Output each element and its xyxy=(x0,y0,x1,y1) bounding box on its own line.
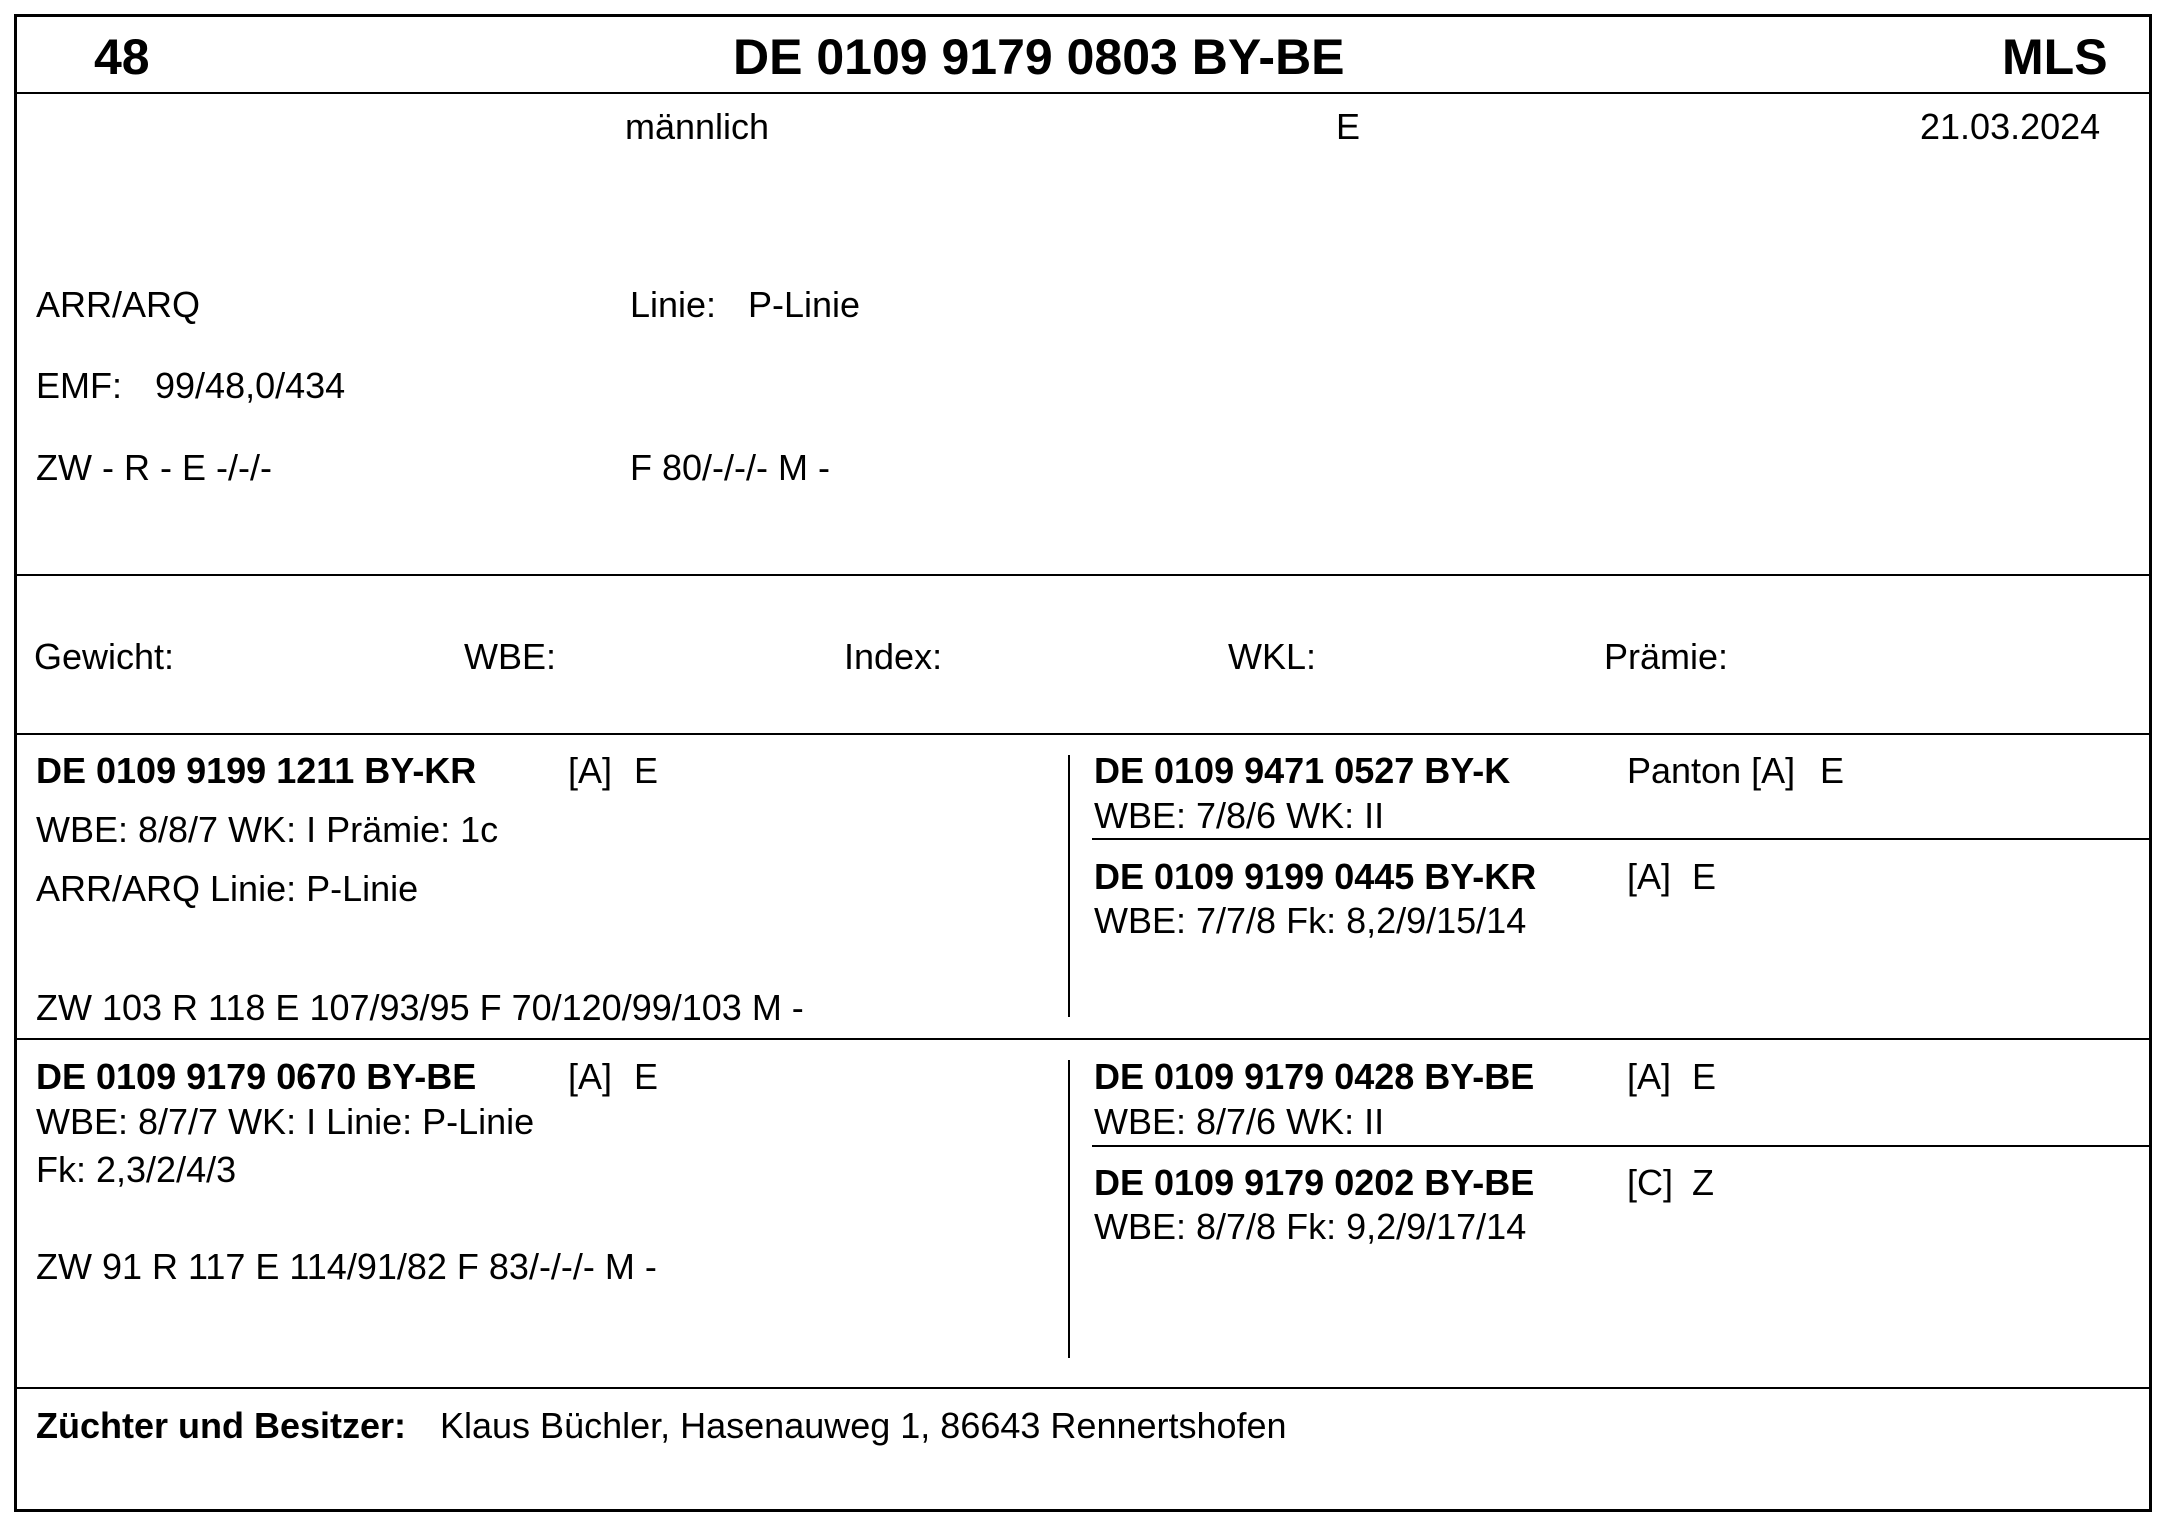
father-breeding-values: ZW 103 R 118 E 107/93/95 F 70/120/99/103 M - xyxy=(36,987,804,1028)
wkl-label: WKL: xyxy=(1228,636,1317,677)
paternal-grandfather-tag: Panton [A] xyxy=(1627,750,1796,791)
emf-value: 99/48,0/434 xyxy=(155,365,346,406)
header-divider xyxy=(14,92,2152,94)
mother-grandparents-divider xyxy=(1092,1145,2152,1147)
info-divider xyxy=(14,574,2152,576)
father-tag: [A] xyxy=(568,750,613,791)
linie-value: P-Linie xyxy=(748,284,861,325)
paternal-grandmother-tag: [A] xyxy=(1627,856,1672,897)
emf-label: EMF: xyxy=(36,365,122,406)
praemie-label: Prämie: xyxy=(1604,636,1729,677)
mother-fk: Fk: 2,3/2/4/3 xyxy=(36,1149,237,1190)
linie-label: Linie: xyxy=(630,284,717,325)
father-id: DE 0109 9199 1211 BY-KR xyxy=(36,750,477,791)
paternal-grandmother-class: E xyxy=(1692,856,1717,897)
arr-status: ARR/ARQ xyxy=(36,284,201,325)
father-column-separator xyxy=(1068,755,1070,1017)
animal-id: DE 0109 9179 0803 BY-BE xyxy=(733,29,1345,85)
wbe-label: WBE: xyxy=(464,636,557,677)
breeder-value: Klaus Büchler, Hasenauweg 1, 86643 Rennertshofen xyxy=(440,1405,1287,1446)
paternal-grandfather-id: DE 0109 9471 0527 BY-K xyxy=(1094,750,1511,791)
class: E xyxy=(1336,106,1361,147)
paternal-grandmother-wbe: WBE: 7/7/8 Fk: 8,2/9/15/14 xyxy=(1094,900,1527,941)
paternal-grandmother-id: DE 0109 9199 0445 BY-KR xyxy=(1094,856,1537,897)
breeder-label: Züchter und Besitzer: xyxy=(36,1405,407,1446)
paternal-grandfather-class: E xyxy=(1820,750,1845,791)
mother-column-separator xyxy=(1068,1060,1070,1358)
maternal-grandfather-id: DE 0109 9179 0428 BY-BE xyxy=(1094,1056,1535,1097)
paternal-grandfather-wbe: WBE: 7/8/6 WK: II xyxy=(1094,795,1385,836)
f-line: F 80/-/-/- M - xyxy=(630,447,830,488)
maternal-grandfather-wbe: WBE: 8/7/6 WK: II xyxy=(1094,1101,1385,1142)
father-grandparents-divider xyxy=(1092,838,2152,840)
mother-id: DE 0109 9179 0670 BY-BE xyxy=(36,1056,477,1097)
breed-code: MLS xyxy=(2002,29,2108,85)
mother-class: E xyxy=(634,1056,659,1097)
maternal-grandmother-class: Z xyxy=(1692,1162,1714,1203)
father-class: E xyxy=(634,750,659,791)
maternal-grandfather-tag: [A] xyxy=(1627,1056,1672,1097)
gewicht-label: Gewicht: xyxy=(34,636,175,677)
fields-divider xyxy=(14,733,2152,735)
mother-breeding-values: ZW 91 R 117 E 114/91/82 F 83/-/-/- M - xyxy=(36,1246,657,1287)
father-wbe: WBE: 8/8/7 WK: I Prämie: 1c xyxy=(36,809,499,850)
maternal-grandmother-id: DE 0109 9179 0202 BY-BE xyxy=(1094,1162,1535,1203)
mother-wbe: WBE: 8/7/7 WK: I Linie: P-Linie xyxy=(36,1101,535,1142)
index-label: Index: xyxy=(844,636,943,677)
sex: männlich xyxy=(625,106,770,147)
zw-line: ZW - R - E -/-/- xyxy=(36,447,272,488)
breeder-divider xyxy=(14,1387,2152,1389)
parents-divider xyxy=(14,1038,2152,1040)
catalog-number: 48 xyxy=(94,29,150,85)
maternal-grandmother-tag: [C] xyxy=(1627,1162,1674,1203)
mother-tag: [A] xyxy=(568,1056,613,1097)
father-line: ARR/ARQ Linie: P-Linie xyxy=(36,868,419,909)
date: 21.03.2024 xyxy=(1920,106,2101,147)
maternal-grandfather-class: E xyxy=(1692,1056,1717,1097)
maternal-grandmother-wbe: WBE: 8/7/8 Fk: 9,2/9/17/14 xyxy=(1094,1206,1527,1247)
